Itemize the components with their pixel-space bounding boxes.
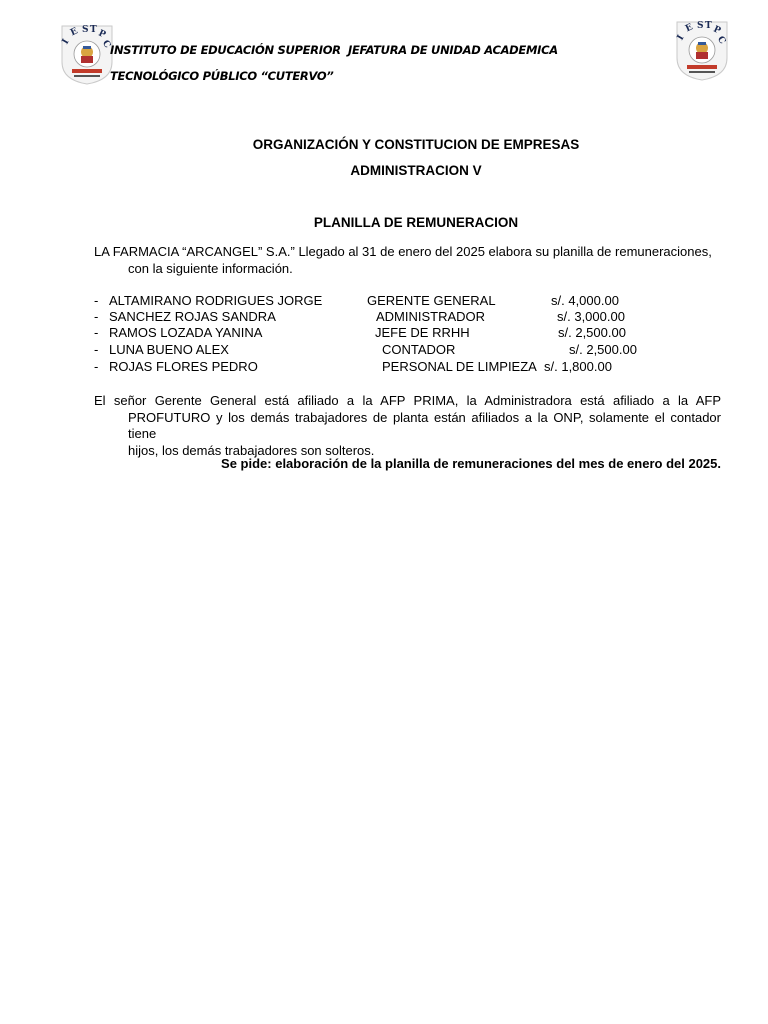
bullet: - — [94, 342, 99, 357]
employee-name: SANCHEZ ROJAS SANDRA — [109, 309, 276, 324]
intro-line: LA FARMACIA “ARCANGEL” S.A.” Llegado al 31 de enero del 2025 elabora su planilla de remuneraciones, — [94, 244, 712, 259]
intro-paragraph — [94, 244, 721, 277]
logo-letter: E — [684, 22, 695, 35]
logo-letter: I — [60, 37, 72, 47]
logo-letter: C — [714, 34, 728, 46]
header-institute-line1: INSTITUTO DE EDUCACIÓN SUPERIOR — [110, 43, 341, 57]
course-subtitle: ADMINISTRACION V — [350, 163, 482, 178]
bullet: - — [94, 325, 99, 340]
employee-name: LUNA BUENO ALEX — [109, 342, 229, 357]
employee-name: ALTAMIRANO RODRIGUES JORGE — [109, 293, 323, 308]
employee-salary: s/. 2,500.00 — [558, 325, 626, 340]
logo-letter: T — [705, 21, 712, 31]
employee-position: CONTADOR — [382, 342, 456, 357]
logo-letter: S — [697, 21, 704, 31]
details-line: El señor Gerente General está afiliado a la AFP PRIMA, la Administradora está afiliado a la AFP — [94, 393, 721, 408]
logo-letter: P — [96, 28, 108, 41]
employee-salary: s/. 2,500.00 — [569, 342, 637, 357]
employee-name: RAMOS LOZADA YANINA — [109, 325, 263, 340]
employee-name: ROJAS FLORES PEDRO — [109, 359, 258, 374]
logo-letter: I — [675, 33, 687, 43]
details-paragraph — [94, 393, 721, 459]
logo-letter: C — [99, 38, 113, 50]
intro-line: con la siguiente información. — [128, 260, 293, 276]
logo-letter: T — [90, 25, 97, 35]
details-line: PROFUTURO y los demás trabajadores de planta están afiliados a la ONP, solamente el contador tiene — [128, 409, 721, 441]
bullet: - — [94, 293, 99, 308]
employee-position: GERENTE GENERAL — [367, 293, 496, 308]
bullet: - — [94, 359, 99, 374]
employee-salary: s/. 3,000.00 — [557, 309, 625, 324]
details-line: hijos, los demás trabajadores son solteros. — [128, 442, 375, 458]
header-institute-line2: TECNOLÓGICO PÚBLICO “CUTERVO” — [110, 69, 334, 83]
employee-position: JEFE DE RRHH — [375, 325, 470, 340]
header-department: JEFATURA DE UNIDAD ACADEMICA — [348, 43, 558, 57]
institute-logo-left — [58, 22, 116, 86]
bullet: - — [94, 309, 99, 324]
assignment-request: Se pide: elaboración de la planilla de remuneraciones del mes de enero del 2025. — [221, 456, 721, 471]
course-title: ORGANIZACIÓN Y CONSTITUCION DE EMPRESAS — [252, 137, 580, 152]
logo-letter: P — [711, 24, 723, 37]
employee-salary: s/. 1,800.00 — [544, 359, 612, 374]
logo-letter: S — [82, 25, 89, 35]
employee-salary: s/. 4,000.00 — [551, 293, 619, 308]
logo-letter: E — [69, 26, 80, 39]
employee-position: PERSONAL DE LIMPIEZA — [382, 359, 537, 374]
employee-position: ADMINISTRADOR — [376, 309, 486, 324]
document-title: PLANILLA DE REMUNERACION — [313, 215, 519, 230]
institute-logo-right — [673, 18, 731, 82]
